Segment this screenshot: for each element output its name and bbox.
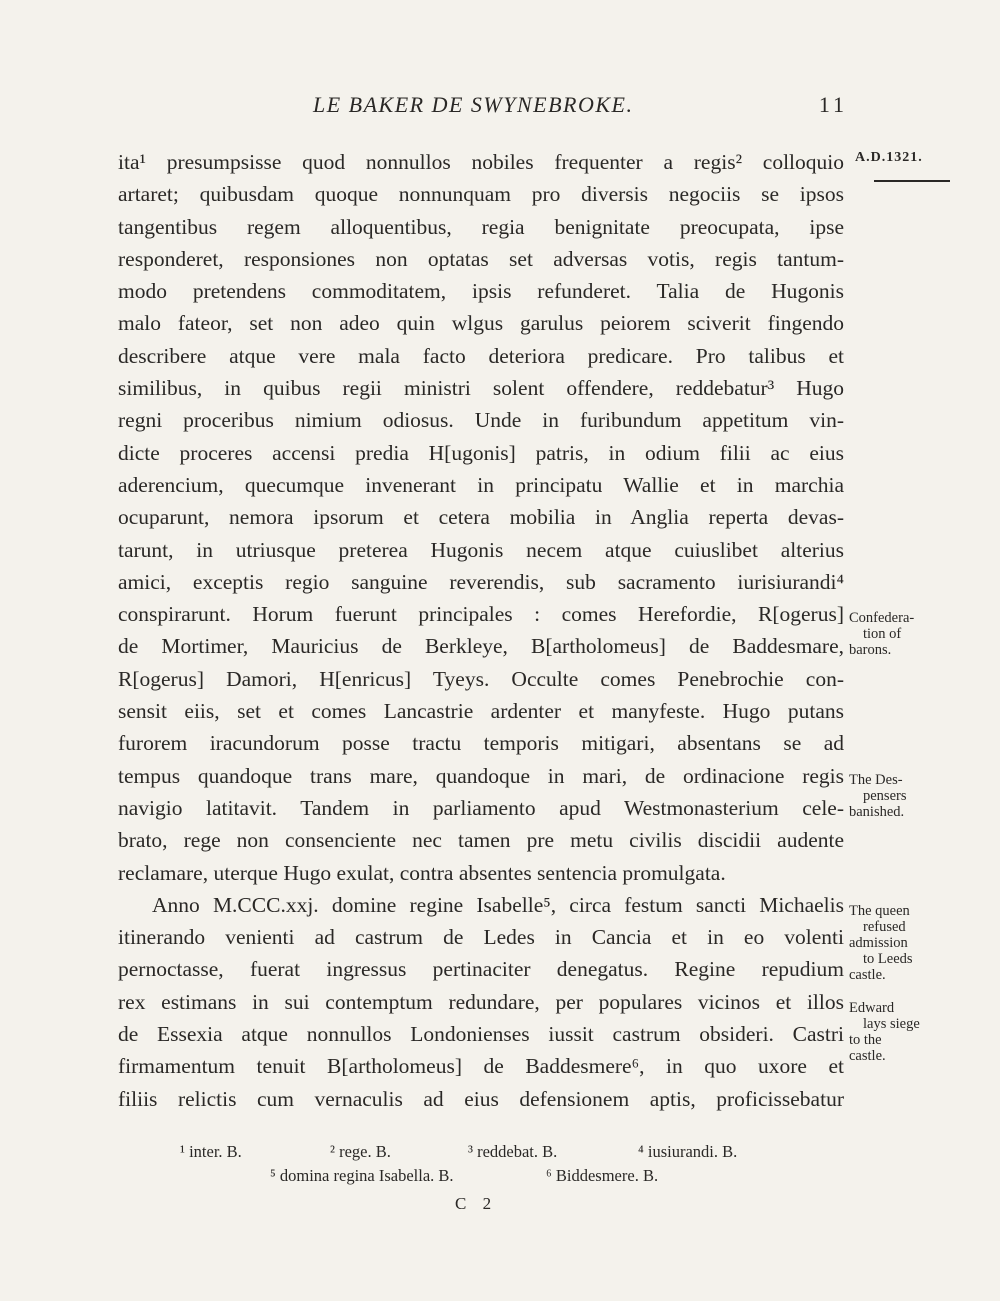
- side-note-confederation: [849, 610, 941, 658]
- text-line: brato, rege non consenciente nec tamen pre metu civilis discidii audente: [118, 828, 844, 853]
- footnote-row: [118, 1164, 844, 1188]
- side-note-line: castle.: [849, 967, 886, 983]
- text-line: firmamentum tenuit B[artholomeus] de Baddesmere⁶, in quo uxore et: [118, 1054, 844, 1079]
- text-line: sensit eiis, set et comes Lancastrie ardenter et manyfeste. Hugo putans: [118, 699, 844, 724]
- text-line: responderet, responsiones non optatas set adversas votis, regis tantum-: [118, 246, 844, 271]
- text-line: itinerando venienti ad castrum de Ledes in Cancia et in eo volenti: [118, 925, 844, 950]
- side-note-line: Edward: [849, 1000, 895, 1016]
- side-note-despensers: [849, 772, 941, 820]
- side-note-edward-siege: [849, 1000, 941, 1064]
- margin-date: A.D.1321.: [855, 150, 923, 165]
- margin-rule: [874, 180, 950, 182]
- side-note-line: to Leeds: [863, 951, 913, 967]
- text-line: modo pretendens commoditatem, ipsis refunderet. Talia de Hugonis: [118, 279, 844, 304]
- text-line: artaret; quibusdam quoque nonnunquam pro diversis negociis se ipsos: [118, 182, 844, 207]
- footnote: ¹ inter. B.: [180, 1142, 242, 1161]
- text-line: describere atque vere mala facto deteriora predicare. Pro talibus et: [118, 343, 844, 368]
- text-line: tempus quandoque trans mare, quandoque in mari, de ordinacione regis: [118, 763, 844, 788]
- page-number: 11: [818, 92, 848, 117]
- footnote-row: [118, 1140, 844, 1164]
- footnote: ⁶ Biddesmere. B.: [546, 1166, 659, 1185]
- side-note-line: barons.: [849, 642, 892, 658]
- side-note-line: pensers: [863, 788, 907, 804]
- text-line: regni proceribus nimium odiosus. Unde in furibundum appetitum vin-: [118, 408, 844, 433]
- text-line: tarunt, in utriusque preterea Hugonis necem atque cuiuslibet alterius: [118, 537, 844, 562]
- text-line: filiis relictis cum vernaculis ad eius defensionem aptis, proficissebatur: [118, 1086, 844, 1111]
- text-line: furorem iracundorum posse tractu temporis mitigari, absentans se ad: [118, 731, 844, 756]
- text-line: aderencium, quecumque invenerant in principatu Wallie et in marchia: [118, 472, 844, 497]
- page-header: [118, 92, 848, 126]
- text-line: dicte proceres accensi predia H[ugonis] patris, in odium filii ac eius: [118, 440, 844, 465]
- footnote: ⁵ domina regina Isabella. B.: [270, 1166, 454, 1185]
- text-line: malo fateor, set non adeo quin wlgus garulus peiorem sciverit fingendo: [118, 311, 844, 336]
- text-line: de Essexia atque nonnullos Londonienses iussit castrum obsideri. Castri: [118, 1022, 844, 1047]
- text-line: R[ogerus] Damori, H[enricus] Tyeys. Occulte comes Penebrochie con-: [118, 666, 844, 691]
- signature-mark: C 2: [455, 1194, 498, 1213]
- text-line: navigio latitavit. Tandem in parliamento apud Westmonasterium cele-: [118, 795, 844, 820]
- text-line: rex estimans in sui contemptum redundare, per populares vicinos et illos: [118, 989, 844, 1014]
- body-text: [118, 146, 844, 1115]
- side-note-line: The Des-: [849, 772, 903, 788]
- side-note-line: castle.: [849, 1048, 886, 1064]
- side-note-line: admission: [849, 935, 908, 951]
- side-note-line: lays siege: [863, 1016, 920, 1032]
- side-note-line: Confedera-: [849, 610, 915, 626]
- text-line: pernoctasse, fuerat ingressus pertinaciter denegatus. Regine repudium: [118, 957, 844, 982]
- footnotes: [118, 1140, 844, 1188]
- side-note-queen-refused: [849, 903, 941, 983]
- side-note-line: to the: [849, 1032, 882, 1048]
- footnote: ⁴ iusiurandi. B.: [638, 1142, 738, 1161]
- text-line: conspirarunt. Horum fuerunt principales : comes Herefordie, R[ogerus]: [118, 602, 844, 627]
- text-line: tangentibus regem alloquentibus, regia benignitate preocupata, ipse: [118, 214, 844, 239]
- running-title: LE BAKER DE SWYNEBROKE.: [313, 92, 634, 117]
- side-note-line: The queen: [849, 903, 910, 919]
- text-line: amici, exceptis regio sanguine reverendis, sub sacramento iurisiurandi⁴: [118, 569, 844, 594]
- text-line: ocuparunt, nemora ipsorum et cetera mobilia in Anglia reperta devas-: [118, 505, 844, 530]
- text-line: ita¹ presumpsisse quod nonnullos nobiles frequenter a regis² colloquio: [118, 150, 844, 174]
- text-line: reclamare, uterque Hugo exulat, contra absentes sentencia promulgata.: [118, 860, 726, 885]
- text-line: similibus, in quibus regii ministri solent offendere, reddebatur³ Hugo: [118, 376, 844, 401]
- side-note-line: banished.: [849, 804, 905, 820]
- text-line: Anno M.CCC.xxj. domine regine Isabelle⁵, circa festum sancti Michaelis: [152, 892, 844, 917]
- side-note-line: refused: [863, 919, 906, 935]
- text-line: de Mortimer, Mauricius de Berkleye, B[artholomeus] de Baddesmare,: [118, 634, 844, 659]
- side-note-line: tion of: [863, 626, 902, 642]
- footnote: ³ reddebat. B.: [468, 1142, 558, 1161]
- footnote: ² rege. B.: [330, 1142, 391, 1161]
